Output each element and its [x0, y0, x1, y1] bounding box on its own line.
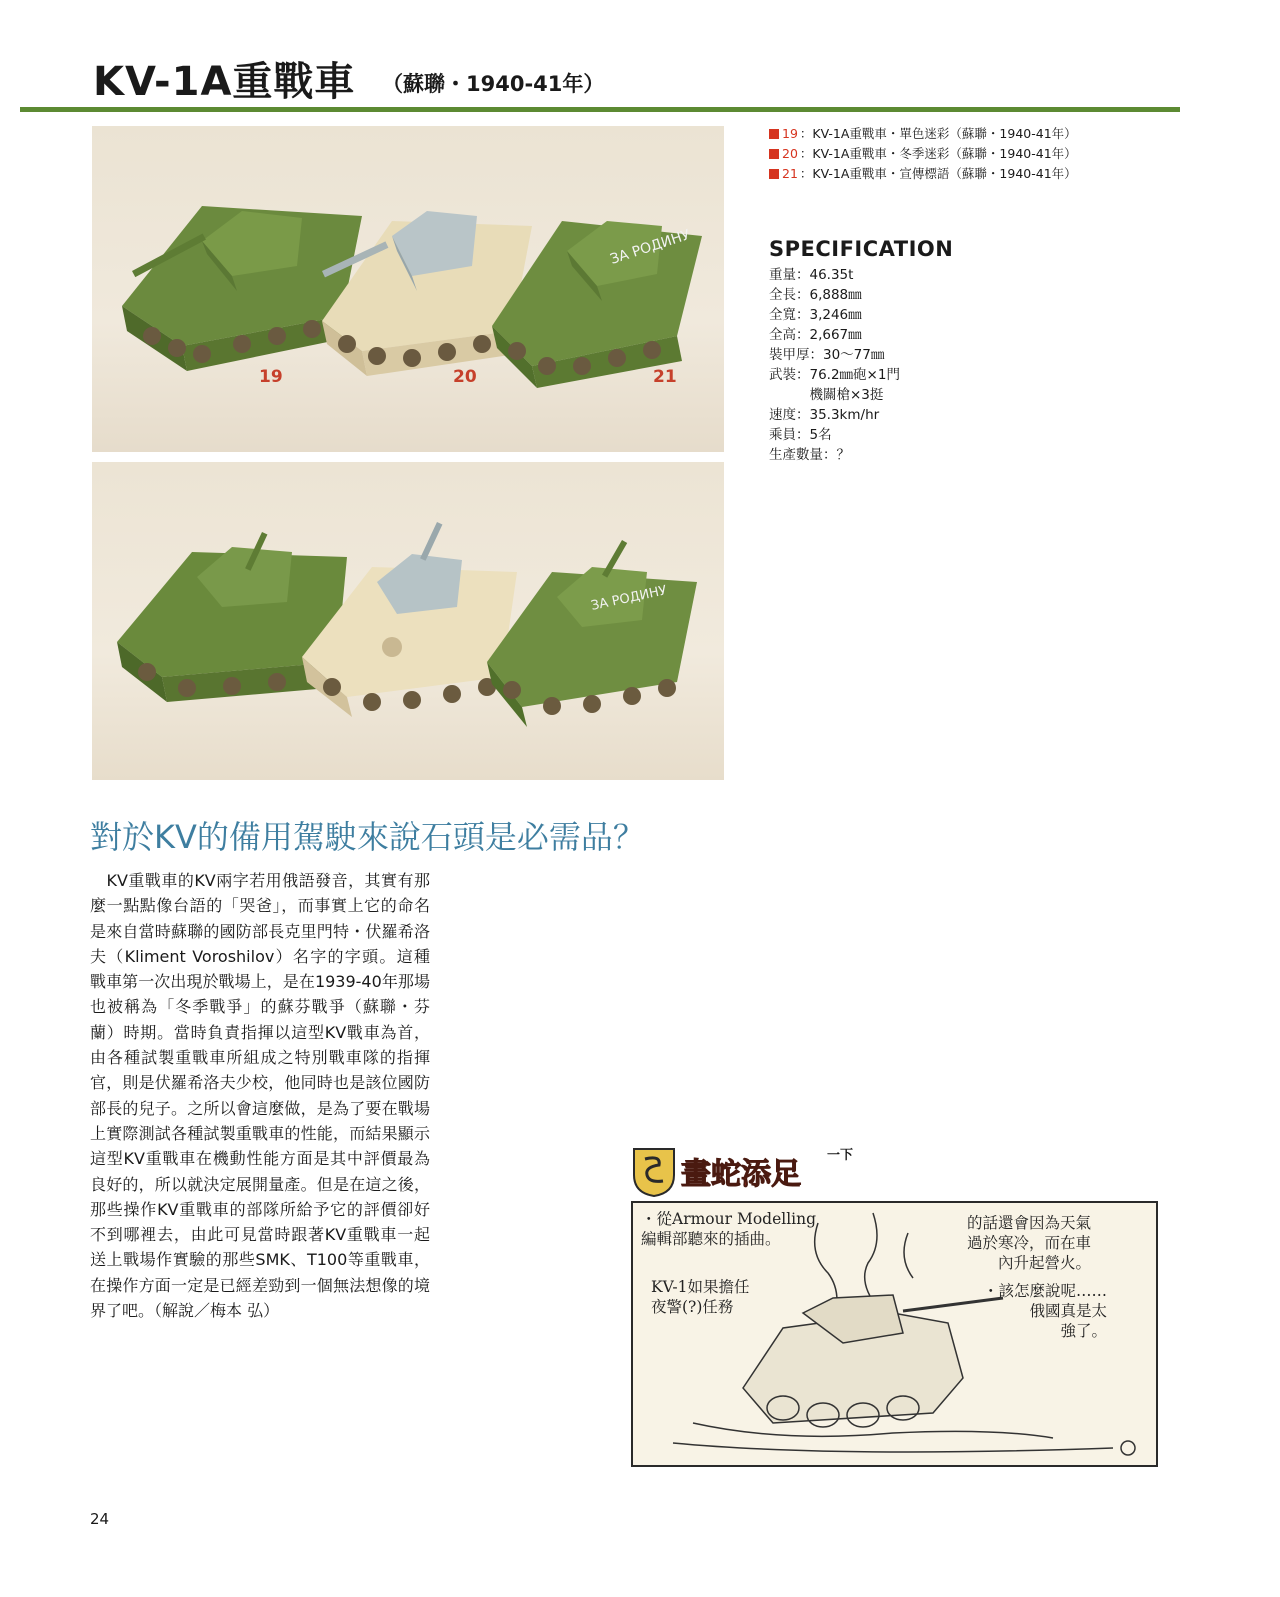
- article-body: KV重戰車的KV兩字若用俄語發音，其實有那麼一點點像台語的「哭爸」，而事實上它的命名是來自當時蘇聯的國防部長克里門特・伏羅希洛夫（Kliment Voroshilov）名字的字頭。這種戰車第一次出現於戰場上，是在1939-40年那場也被稱為「冬季戰爭」的蘇芬戰爭（蘇聯・芬蘭）時期。當時負責指揮以這型KV戰車為首，由各種試製重戰車所組成之特別戰車隊的指揮官，則是伏羅希洛夫少校，他同時也是該位國防部長的兒子。之所以會這麼做，是為了要在戰場上實際測試各種試製重戰車的性能，而結果顯示這型KV重戰車在機動性能方面是其中評價最為良好的，所以就決定展開量產。但是在這之後，那些操作KV重戰車的部隊所給予它的評價卻好不到哪裡去，由此可見當時跟著KV重戰車一起送上戰場作實驗的那些SMK、T100等重戰車，在操作方面一定是已經差勁到一個無法想像的境界了吧。（解說／梅本 弘）: [90, 871, 430, 1321]
- red-square-icon: [769, 129, 779, 139]
- photo-captions: [769, 124, 1077, 184]
- spec-row: 全高：2,667㎜: [769, 327, 862, 343]
- cartoon-title: 畫蛇添足: [681, 1157, 801, 1192]
- tank-photo-bottom: [92, 462, 724, 780]
- page-number: 24: [90, 1510, 110, 1528]
- cartoon-badge: [631, 1145, 861, 1197]
- cartoon-episode: 一下: [827, 1148, 854, 1163]
- caption-number: 20: [782, 146, 798, 161]
- caption-number: 19: [782, 126, 798, 141]
- red-square-icon: [769, 169, 779, 179]
- cartoon-text-kv1: KV-1如果擔任 夜警(?)任務: [651, 1278, 750, 1316]
- caption-number: 21: [782, 166, 798, 181]
- caption-text: ：KV-1A重戰車・單色迷彩（蘇聯・1940-41年）: [799, 126, 1077, 141]
- spec-row: 全長：6,888㎜: [769, 287, 862, 303]
- tank-models-top-image: [92, 126, 724, 452]
- svg-text:ЗА РОДИНУ: ЗА РОДИНУ: [589, 583, 669, 614]
- spec-row: 重量：46.35t: [769, 267, 854, 283]
- caption-text: ：KV-1A重戰車・冬季迷彩（蘇聯・1940-41年）: [799, 146, 1077, 161]
- cartoon-text-fire: 的話還會因為天氣 過於寒冷，而在車 內升起營火。: [967, 1214, 1092, 1272]
- tank-models-bottom-image: [92, 462, 724, 780]
- tank-20-model-front: [302, 522, 517, 717]
- photo-label-19: 19: [259, 367, 283, 387]
- caption-19: [769, 124, 1077, 144]
- spec-row: 機關槍×3挺: [769, 387, 884, 403]
- tank-19-model: [122, 206, 362, 371]
- caption-20: [769, 144, 1077, 164]
- page-title: KV-1A重戰車: [93, 59, 356, 105]
- spec-row: 裝甲厚：30〜77㎜: [769, 347, 885, 363]
- photo-label-21: 21: [653, 367, 677, 387]
- spec-title: SPECIFICATION: [769, 237, 954, 261]
- photo-label-20: 20: [453, 367, 477, 387]
- tank-21-model-front: [487, 540, 697, 727]
- spec-row: 乘員：5名: [769, 427, 832, 443]
- spec-row: 武裝：76.2㎜砲×1門: [769, 367, 900, 383]
- caption-21: [769, 164, 1077, 184]
- spec-row: 速度：35.3km/hr: [769, 407, 880, 423]
- tank-photo-top: [92, 126, 724, 452]
- specification-block: [769, 237, 953, 465]
- cartoon-text-conclusion: ・該怎麼說呢…… 俄國真是太 強了。: [983, 1282, 1108, 1340]
- cartoon-text-intro: ・從Armour Modelling 編輯部聽來的插曲。: [641, 1210, 817, 1248]
- caption-text: ：KV-1A重戰車・宣傳標語（蘇聯・1940-41年）: [799, 166, 1077, 181]
- article-heading: 對於KV的備用駕駛來說石頭是必需品？: [90, 818, 645, 856]
- page-subtitle: （蘇聯・1940-41年）: [382, 72, 605, 96]
- title-rule: [20, 107, 1180, 112]
- spec-row: 全寬：3,246㎜: [769, 307, 862, 323]
- spec-row: 生產數量：？: [769, 447, 850, 463]
- snake-emblem-icon: [631, 1145, 677, 1197]
- red-square-icon: [769, 149, 779, 159]
- svg-text:ЗА РОДИНУ: ЗА РОДИНУ: [608, 226, 693, 268]
- cartoon-panel: [631, 1201, 1158, 1467]
